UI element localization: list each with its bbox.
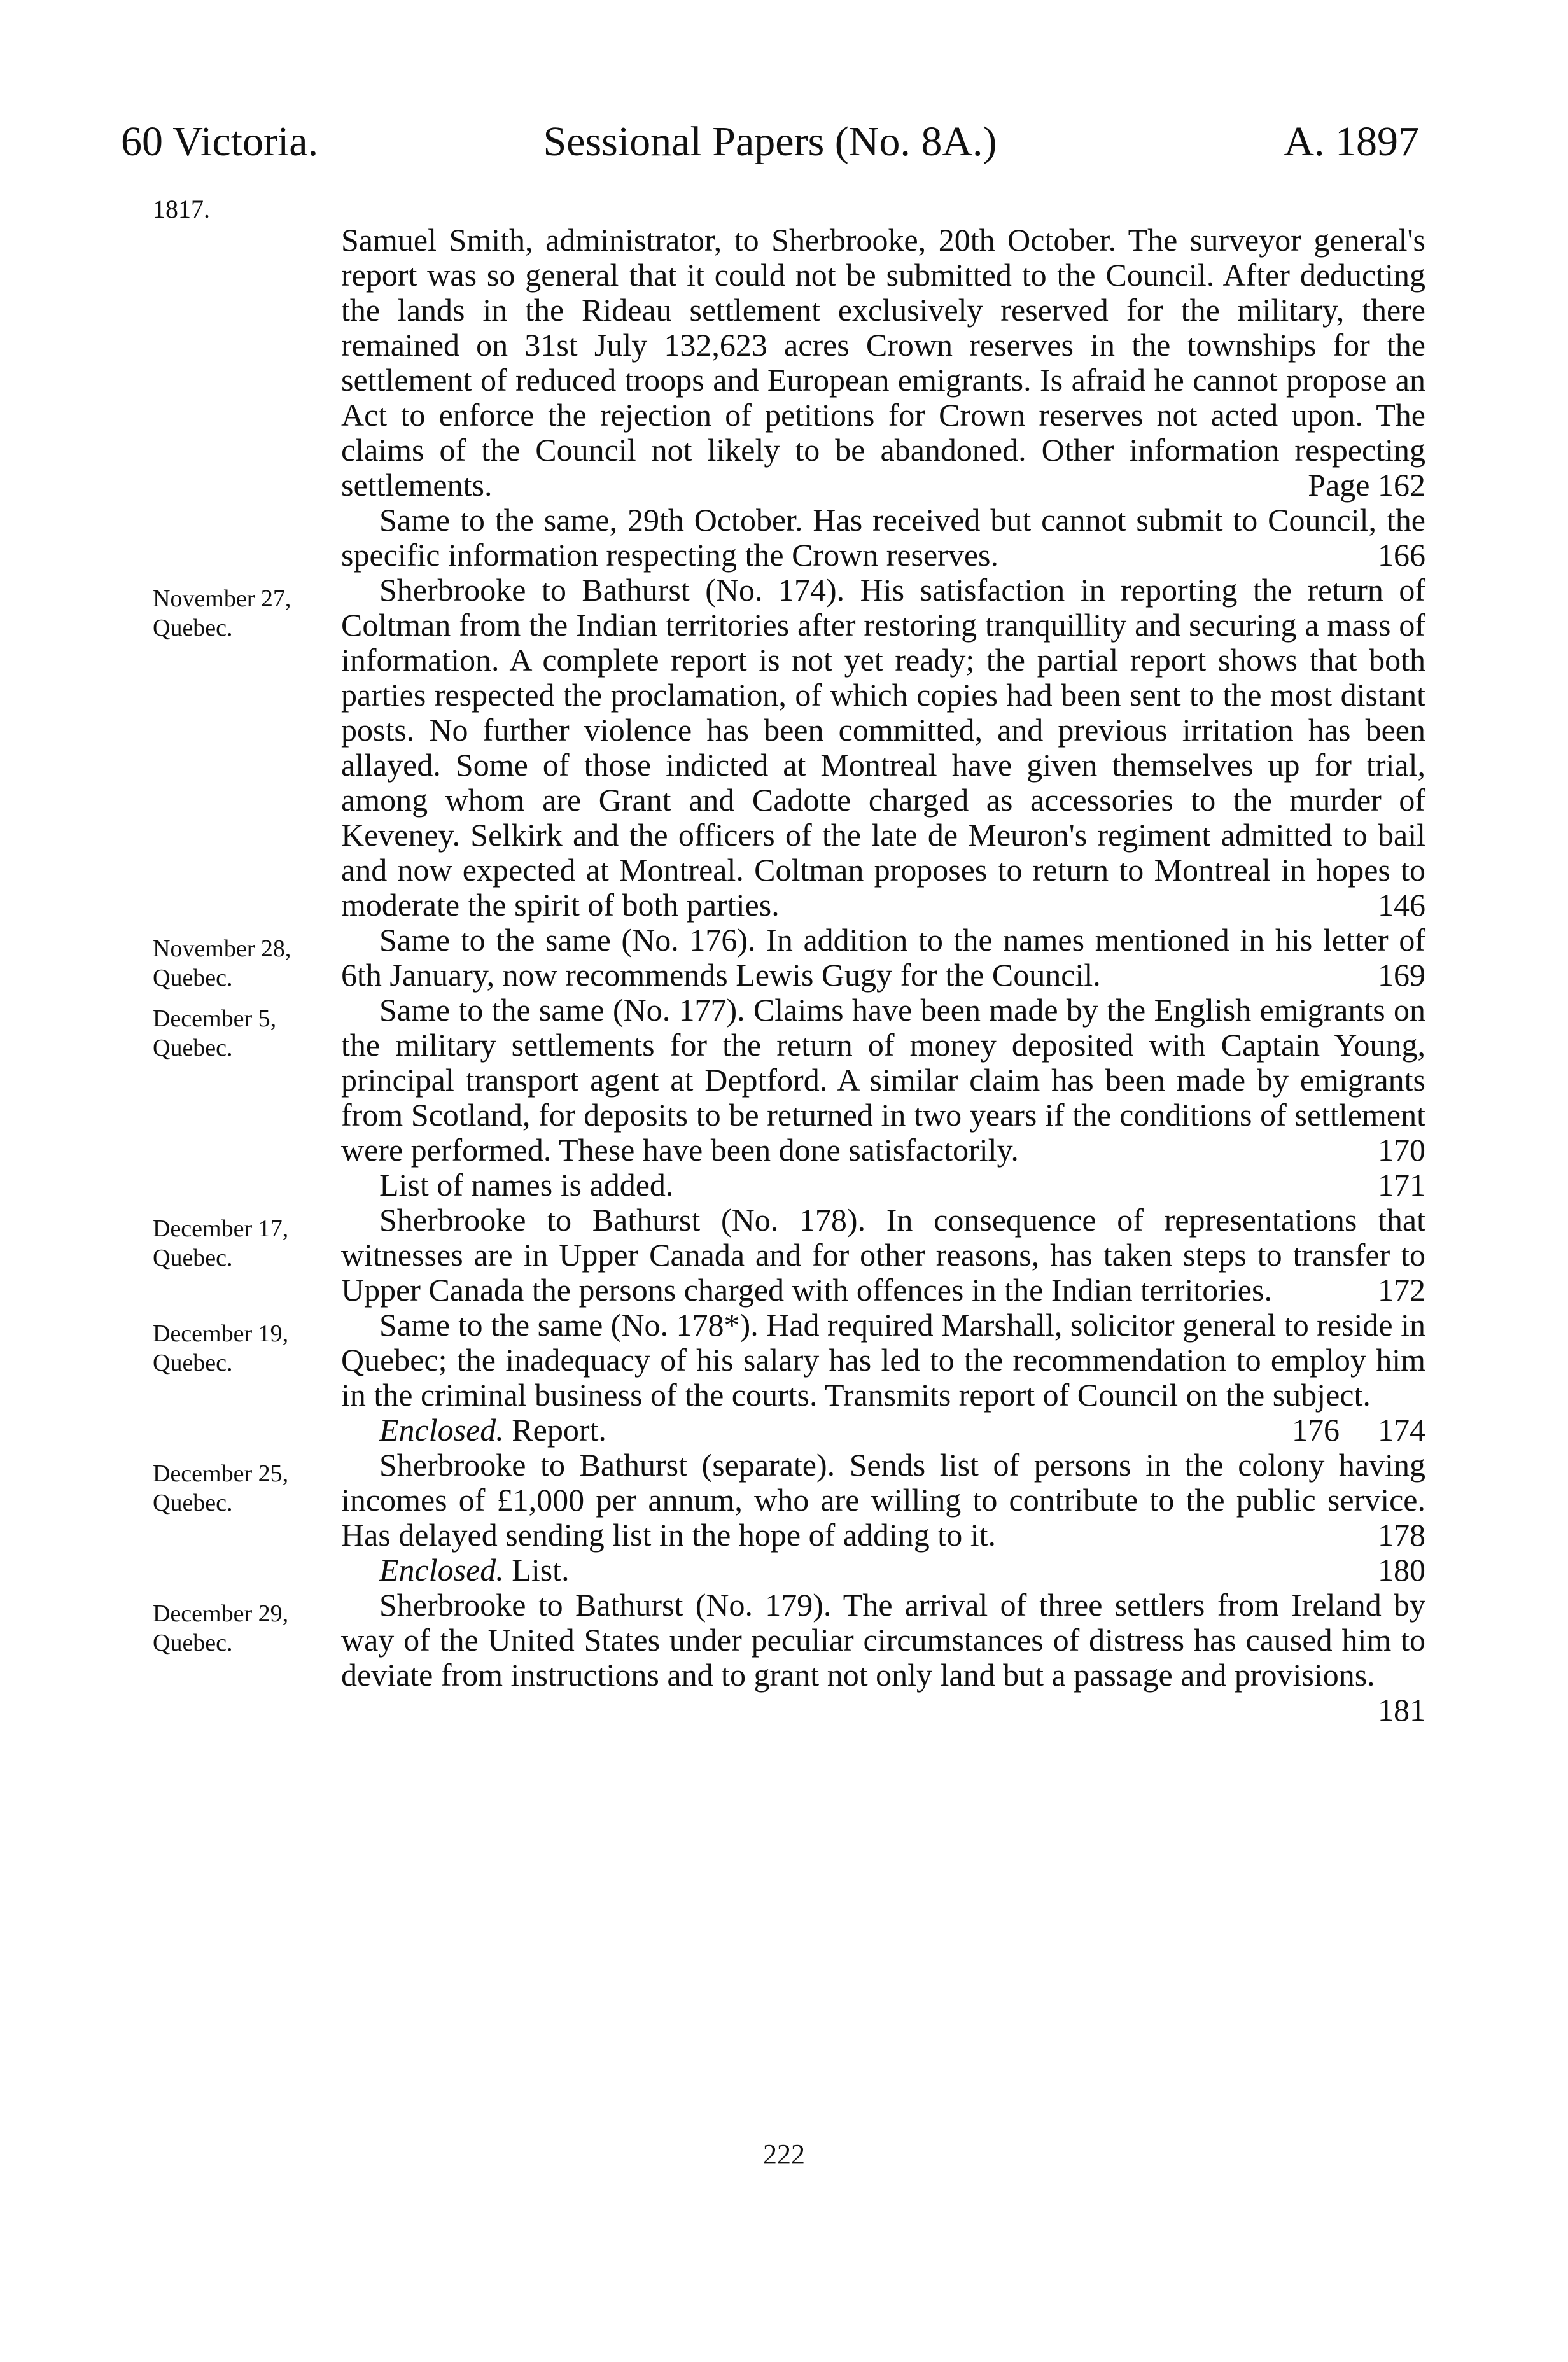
margin-place: Quebec. [153, 1630, 233, 1656]
calendar-entry [153, 993, 1425, 1203]
header-title: Sessional Papers (No. 8A.) [543, 118, 997, 165]
entry-text: Sherbrooke to Bathurst (No. 178). In consequence of representations that witnesses are in Upper Canada and for other reasons, has taken steps to transfer to Upper Canada the persons charged with offences in the Indian territories. [341, 1202, 1425, 1308]
entry-paragraph [341, 1448, 1425, 1553]
entry-text: Same to the same (No. 177). Claims have been made by the English emigrants on the military settlements for the return of money deposited with Captain Young, principal transport agent at Deptford. A similar claim has been made by emigrants from Scotland, for deposits to be returned in two years if the conditions of settlement were performed. These have been done satisfactorily. [341, 992, 1425, 1168]
page-reference: 181 [1378, 1692, 1425, 1728]
calendar-entry [153, 1203, 1425, 1308]
margin-note [153, 923, 341, 993]
margin-date: December 19, [153, 1320, 289, 1347]
entry-text: List of names is added. [379, 1167, 674, 1203]
page-reference: 176 [1292, 1412, 1340, 1448]
page-number: 222 [763, 2139, 805, 2170]
entry-paragraph [341, 1413, 1425, 1448]
calendar-entry [153, 1448, 1425, 1588]
margin-place: Quebec. [153, 1245, 233, 1271]
entry-paragraph [341, 1168, 1425, 1203]
margin-date: December 25, [153, 1460, 289, 1487]
page-reference: 174 [1378, 1412, 1425, 1448]
margin-note [153, 1588, 341, 1728]
margin-note [153, 1448, 341, 1588]
header-year: A. 1897 [1284, 118, 1419, 165]
margin-note [153, 1308, 341, 1448]
calendar-entry [153, 923, 1425, 993]
entry-paragraph [341, 1587, 1425, 1728]
entry-content [341, 1308, 1425, 1448]
page-reference: 172 [1378, 1272, 1425, 1308]
entry-paragraph [341, 573, 1425, 923]
entry-paragraph [341, 1203, 1425, 1308]
entry-paragraph [341, 223, 1425, 503]
page-reference: 169 [1378, 957, 1425, 993]
calendar-entry [153, 573, 1425, 923]
calendar-entry [153, 1588, 1425, 1728]
margin-date: December 5, [153, 1005, 277, 1032]
margin-date: December 29, [153, 1600, 289, 1627]
entry-paragraph [341, 923, 1425, 993]
margin-date: November 27, [153, 585, 291, 612]
page-reference: 166 [1378, 537, 1425, 573]
margin-note [153, 993, 341, 1203]
margin-place: Quebec. [153, 615, 233, 641]
margin-note [153, 1203, 341, 1308]
entry-text: Same to the same (No. 176). In addition to the names mentioned in his letter of 6th January, now recommends Lewis Gugy for the Council. [341, 922, 1425, 993]
entry-text: Sherbrooke to Bathurst (separate). Sends list of persons in the colony having incomes of £1,000 per annum, who are willing to contribute to the public service. Has delayed sending list in the hope of adding to it. [341, 1447, 1425, 1553]
margin-date: November 28, [153, 935, 291, 962]
entry-text: Report. [503, 1412, 606, 1448]
calendar-entry [153, 223, 1425, 573]
margin-note [153, 573, 341, 923]
page-reference: 170 [1378, 1132, 1425, 1168]
page-reference: 178 [1378, 1517, 1425, 1553]
entry-content [341, 1588, 1425, 1728]
margin-place: Quebec. [153, 1350, 233, 1376]
entry-paragraph [341, 1553, 1425, 1588]
entry-text: Same to the same (No. 178*). Had required Marshall, solicitor general to reside in Quebec; the inadequacy of his salary has led to the recommendation to employ him in the criminal business of the courts. Transmits report of Council on the subject. [341, 1307, 1425, 1413]
entry-paragraph [341, 503, 1425, 573]
page-reference: 171 [1378, 1167, 1425, 1203]
entry-paragraph [341, 993, 1425, 1168]
entry-text: List. [503, 1552, 570, 1588]
entry-text: Samuel Smith, administrator, to Sherbrooke, 20th October. The surveyor general's report was so general that it could not be submitted to the Council. After deducting the lands in the Rideau settlement exclusively reserved for the military, there remained on 31st July 132,623 acres Crown reserves in the townships for the settlement of reduced troops and European emigrants. Is afraid he cannot propose an Act to enforce the rejection of petitions for Crown reserves not acted upon. The claims of the Council not likely to be abandoned. Other information respecting settlements. [341, 222, 1425, 503]
entry-content [341, 223, 1425, 573]
entry-text: Same to the same, 29th October. Has received but cannot submit to Council, the specific information respecting the Crown reserves. [341, 502, 1425, 573]
entry-content [341, 923, 1425, 993]
enclosure-label: Enclosed. [379, 1412, 504, 1448]
margin-place: Quebec. [153, 1035, 233, 1061]
entry-content [341, 1203, 1425, 1308]
margin-place: Quebec. [153, 965, 233, 991]
page-reference: 180 [1378, 1552, 1425, 1588]
page-reference: Page 162 [1308, 467, 1425, 503]
entry-content [341, 1448, 1425, 1588]
margin-note [153, 223, 341, 573]
entry-text: Sherbrooke to Bathurst (No. 174). His satisfaction in reporting the return of Coltman from the Indian territories after restoring tranquillity and securing a mass of information. A complete report is not yet ready; the partial report shows that both parties respected the proclamation, of which copies had been sent to the most distant posts. No further violence has been committed, and previous irritation has been allayed. Some of those indicted at Montreal have given themselves up for trial, among whom are Grant and Cadotte charged as accessories to the murder of Keveney. Selkirk and the officers of the late de Meuron's regiment admitted to bail and now expected at Montreal. Coltman proposes to return to Montreal in hopes to moderate the spirit of both parties. [341, 572, 1425, 923]
year-marker: 1817. [153, 195, 210, 223]
calendar-entry [153, 1308, 1425, 1448]
margin-date: December 17, [153, 1215, 289, 1242]
calendar-entries [153, 204, 1425, 1728]
entry-content [341, 993, 1425, 1203]
enclosure-label: Enclosed. [379, 1552, 504, 1588]
page-reference: 146 [1378, 887, 1425, 923]
header-session: 60 Victoria. [121, 118, 319, 165]
margin-place: Quebec. [153, 1490, 233, 1516]
entry-content [341, 573, 1425, 923]
running-header [121, 113, 1419, 171]
entry-text: Sherbrooke to Bathurst (No. 179). The arrival of three settlers from Ireland by way of the United States under peculiar circumstances of distress has caused him to deviate from instructions and to grant not only land but a passage and provisions. [341, 1587, 1425, 1693]
